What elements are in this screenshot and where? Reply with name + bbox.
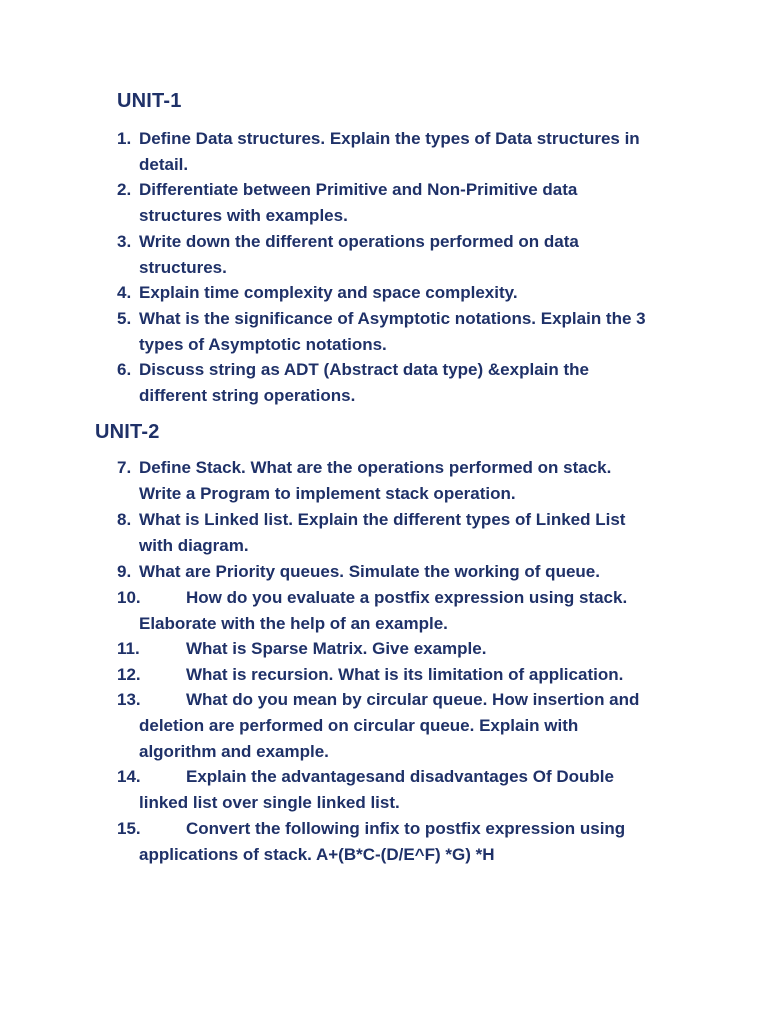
question-number: 14.	[117, 767, 141, 786]
question-number: 2.	[117, 180, 132, 199]
question-text: What is recursion. What is its limitation of application.	[186, 665, 624, 684]
question-number: 5.	[117, 309, 132, 328]
question-text-continuation: Elaborate with the help of an example.	[139, 614, 448, 633]
question-number: 8.	[117, 510, 132, 529]
question-text: Differentiate between Primitive and Non-Primitive data structures with examples.	[139, 180, 578, 225]
question-number: 6.	[117, 360, 132, 379]
question-number: 13.	[117, 690, 141, 709]
question-number: 10.	[117, 588, 141, 607]
question-text: What is the significance of Asymptotic notations. Explain the 3 types of Asymptotic notations.	[139, 309, 646, 354]
unit-1-heading: UNIT-1	[117, 90, 182, 112]
question-number: 4.	[117, 283, 132, 302]
question-text-continuation: algorithm and example.	[139, 742, 329, 761]
question-text: Write down the different operations performed on data structures.	[139, 232, 579, 277]
question-number: 7.	[117, 458, 132, 477]
question-number: 1.	[117, 129, 132, 148]
question-number: 12.	[117, 665, 141, 684]
question-text-continuation: linked list over single linked list.	[139, 793, 400, 812]
question-text: What is Sparse Matrix. Give example.	[186, 639, 487, 658]
question-text: Convert the following infix to postfix expression using	[186, 819, 626, 838]
question-text: Define Data structures. Explain the types of Data structures in detail.	[139, 129, 640, 174]
question-text: How do you evaluate a postfix expression using stack.	[186, 588, 628, 607]
question-text: What are Priority queues. Simulate the working of queue.	[139, 562, 600, 581]
question-text: Explain time complexity and space complexity.	[139, 283, 518, 302]
question-number: 11.	[117, 639, 140, 658]
question-text: Define Stack. What are the operations performed on stack. Write a Program to implement stack operation.	[139, 458, 612, 503]
question-text: What do you mean by circular queue. How insertion and	[186, 690, 640, 709]
question-number: 15.	[117, 819, 141, 838]
question-text: Explain the advantagesand disadvantages Of Double	[186, 767, 614, 786]
question-number: 3.	[117, 232, 132, 251]
question-number: 9.	[117, 562, 132, 581]
question-text: What is Linked list. Explain the different types of Linked List with diagram.	[139, 510, 626, 555]
question-text-continuation: deletion are performed on circular queue. Explain with	[139, 716, 579, 735]
question-text-continuation: applications of stack. A+(B*C-(D/E^F) *G) *H	[139, 845, 495, 864]
question-text: Discuss string as ADT (Abstract data type) &explain the different string operations.	[139, 360, 589, 405]
unit-2-heading: UNIT-2	[95, 421, 160, 443]
